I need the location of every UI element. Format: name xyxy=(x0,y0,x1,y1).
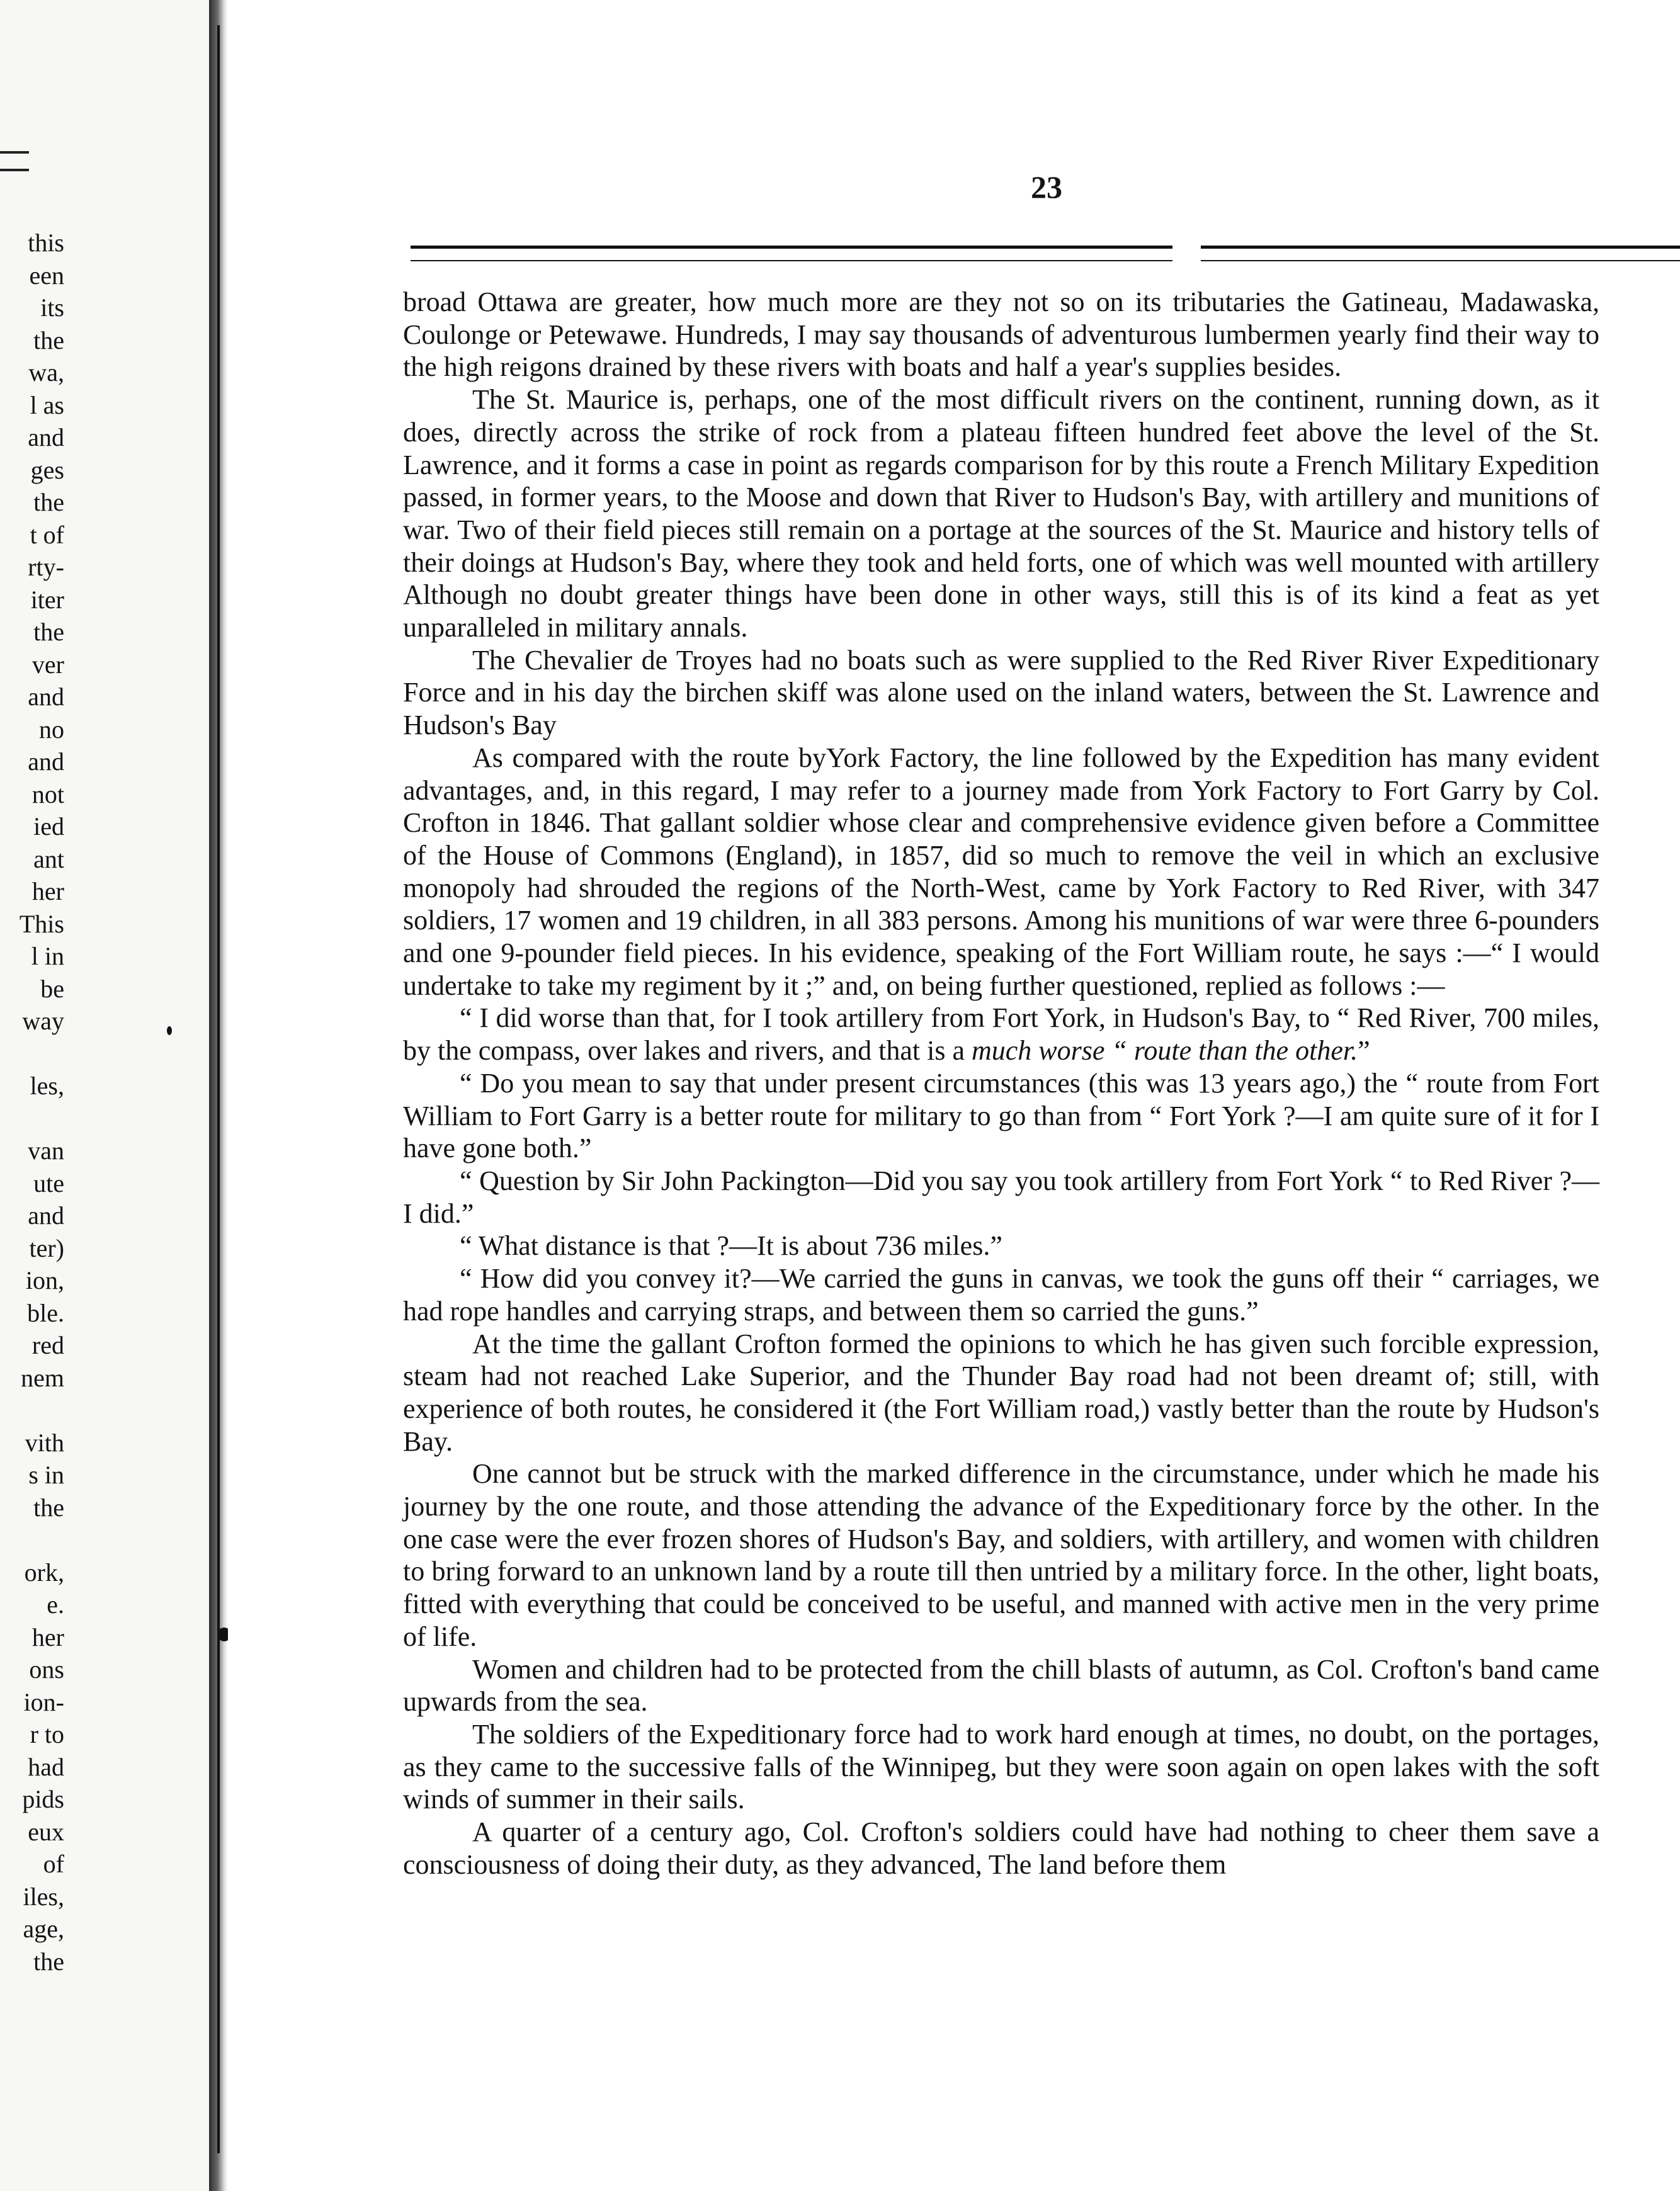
fragment-line: the xyxy=(33,618,64,646)
fragment-line: of xyxy=(43,1850,64,1878)
paragraph: The Chevalier de Troyes had no boats such as were supplied to the Red River River Expeditionary Force and in his day the birchen skiff was alone used on the inland waters, between the St. Lawrence and Hudson's Bay xyxy=(403,644,1599,741)
paragraph: Women and children had to be protected from the chill blasts of autumn, as Col. Crofton's band came upwards from the sea. xyxy=(403,1653,1599,1718)
quotation-text: “ I did worse than that, for I took artillery from Fort York, in Hudson's Bay, to “ Red River, 700 miles, by the compass, over lakes and rivers, and that is a xyxy=(403,1002,1599,1067)
quotation: “ What distance is that ?—It is about 736 miles.” xyxy=(460,1230,1002,1262)
fragment-line: iles, xyxy=(23,1882,64,1911)
paragraph: As compared with the route byYork Factory, the line followed by the Expedition has many evident advantages, and, in this regard, I may refer to a journey made from York Factory to Fort Garry by Col. Crofton in 1846. That gallant soldier whose clear and comprehensive evidence given before a Committee of the House of Commons (England), in 1857, did so much to remove the veil in which an exclusive monopoly had shrouded the regions of the North-West, came by York Factory to Red River, with 347 soldiers, 17 women and 19 children, in all 383 persons. Among his munitions of war were three 6-pounders and one 9-pounder field pieces. In his evidence, speaking of the Fort William route, he says :—“ I would undertake to take my regiment by it ;” and, on being further questioned, replied as follows :— xyxy=(403,742,1599,1001)
page-number: 23 xyxy=(1031,169,1062,205)
fragment-line: ute xyxy=(33,1169,64,1197)
fragment-line: rty- xyxy=(28,553,64,581)
quotation: “ How did you convey it?—We carried the guns in canvas, we took the guns off their “ carriages, we had rope handles and carrying straps, and between them so carried the guns.” xyxy=(403,1263,1599,1327)
paragraph: One cannot but be struck with the marked difference in the circumstance, under which he made his journey by the one route, and those attending the advance of the Expeditionary force by the other. In the one case were the ever frozen shores of Hudson's Bay, and soldiers, with artillery, and women with children to bring forward to an unknown land by a route till then untried by a military force. In the other, light boats, fitted with everything that could be conceived to be useful, and manned with active men in the very prime of life. xyxy=(403,1458,1599,1652)
fragment-line: way xyxy=(22,1007,64,1035)
fragment-line: her xyxy=(31,877,64,905)
fragment-line: not xyxy=(31,779,64,808)
fragment-line: wa, xyxy=(28,358,64,387)
fragment-line: eux xyxy=(28,1817,64,1846)
previous-page-text xyxy=(0,227,64,1978)
fragment-line: ons xyxy=(29,1655,64,1684)
header-rule xyxy=(411,246,1172,261)
fragment-line: ion- xyxy=(23,1687,64,1716)
previous-page-fragment xyxy=(0,0,214,2191)
fragment-line: and xyxy=(28,423,64,451)
body-text xyxy=(403,286,1599,1881)
fragment-line xyxy=(0,1038,64,1070)
fragment-line: ant xyxy=(33,844,64,873)
fragment-line: red xyxy=(31,1331,64,1359)
quotation xyxy=(403,1002,1599,1067)
header-rule xyxy=(1201,246,1680,261)
paragraph: broad Ottawa are greater, how much more are they not so on its tributaries the Gatineau, Madawaska, Coulonge or Petewawe. Hundreds, I may say thousands of adventurous lumbermen yearly find their way to the high reigons drained by these rivers with boats and half a year's supplies besides. xyxy=(403,286,1599,383)
paragraph: The St. Maurice is, perhaps, one of the most difficult rivers on the continent, running down, as it does, directly across the strike of rock from a plateau fifteen hundred feet above the level of the St. Lawrence, and it forms a case in point as regards comparison for by this route a French Military Expedition passed, in former years, to the Moose and down that River to Hudson's Bay, with artillery and munitions of war. Two of their field pieces still remain on a portage at the sources of the St. Maurice and history tells of their doings at Hudson's Bay, where they took and held forts, one of which was well mounted with artillery Although no doubt greater things have been done in other ways, still this is of its kind a feat as yet unparalleled in military annals. xyxy=(403,384,1599,643)
fragment-line: s in xyxy=(28,1461,64,1489)
paragraph: At the time the gallant Crofton formed the opinions to which he has given such forcible expression, steam had not reached Lake Superior, and the Thunder Bay road had not been dreamt of; still, with experience of both routes, he considered it (the Fort William road,) vastly better than the route by Hudson's Bay. xyxy=(403,1328,1599,1457)
fragment-line: ble. xyxy=(27,1298,64,1327)
fragment-line: age, xyxy=(23,1915,64,1943)
fragment-line: This xyxy=(19,909,64,938)
quotation-emphasis: much worse “ route than the other. xyxy=(971,1035,1358,1067)
fragment-line: l in xyxy=(31,942,64,970)
fragment-line xyxy=(0,1394,64,1427)
fragment-line xyxy=(0,1524,64,1556)
quotation-text: ” xyxy=(1358,1035,1370,1067)
fragment-line: ied xyxy=(33,812,64,841)
fragment-line: no xyxy=(39,715,64,744)
fragment-line: ion, xyxy=(25,1266,64,1294)
fragment-line: the xyxy=(33,488,64,516)
ink-speck xyxy=(167,1026,172,1035)
fragment-line: nem xyxy=(21,1363,64,1392)
fragment-line: ges xyxy=(30,455,64,484)
fragment-line: this xyxy=(28,229,64,257)
fragment-line: t of xyxy=(30,520,64,549)
fragment-line: and xyxy=(28,1201,64,1230)
paragraph: A quarter of a century ago, Col. Crofton's soldiers could have had nothing to cheer them save a consciousness of doing their duty, as they advanced, The land before them xyxy=(403,1816,1599,1880)
fragment-line: ork, xyxy=(24,1558,64,1587)
fragment-line: and xyxy=(28,682,64,711)
fragment-line: les, xyxy=(30,1072,64,1100)
fragment-line: vith xyxy=(25,1428,64,1457)
fragment-line xyxy=(0,1102,64,1135)
fragment-line: the xyxy=(33,326,64,354)
fragment-line: and xyxy=(28,747,64,776)
fragment-line: pids xyxy=(22,1785,64,1813)
quotation: “ Do you mean to say that under present circumstances (this was 13 years ago,) the “ route from Fort William to Fort Garry is a better route for military to go than from “ Fort York ?—I am quite sure of it for I have gone both.” xyxy=(403,1067,1599,1164)
fragment-line: ver xyxy=(31,650,64,679)
fragment-line: e. xyxy=(47,1590,64,1619)
fragment-line: ter) xyxy=(29,1233,64,1262)
fragment-line: iter xyxy=(30,585,64,614)
paragraph: The soldiers of the Expeditionary force had to work hard enough at times, no doubt, on the portages, as they came to the successive falls of the Winnipeg, but they were soon again on open lakes with the soft winds of summer in their sails. xyxy=(403,1718,1599,1815)
fragment-line: een xyxy=(29,261,64,290)
fragment-line: had xyxy=(28,1752,64,1781)
book-spine-line xyxy=(217,25,220,2153)
fragment-line: her xyxy=(31,1622,64,1651)
fragment-line: the xyxy=(33,1947,64,1976)
fragment-line: van xyxy=(28,1136,64,1165)
fragment-line: r to xyxy=(30,1720,64,1748)
previous-page-rule xyxy=(0,151,29,171)
fragment-line: l as xyxy=(30,390,64,419)
fragment-line: be xyxy=(40,974,64,1003)
fragment-line: the xyxy=(33,1493,64,1522)
quotation: “ Question by Sir John Packington—Did you say you took artillery from Fort York “ to Red River ?—I did.” xyxy=(403,1165,1599,1229)
fragment-line: its xyxy=(40,293,64,322)
